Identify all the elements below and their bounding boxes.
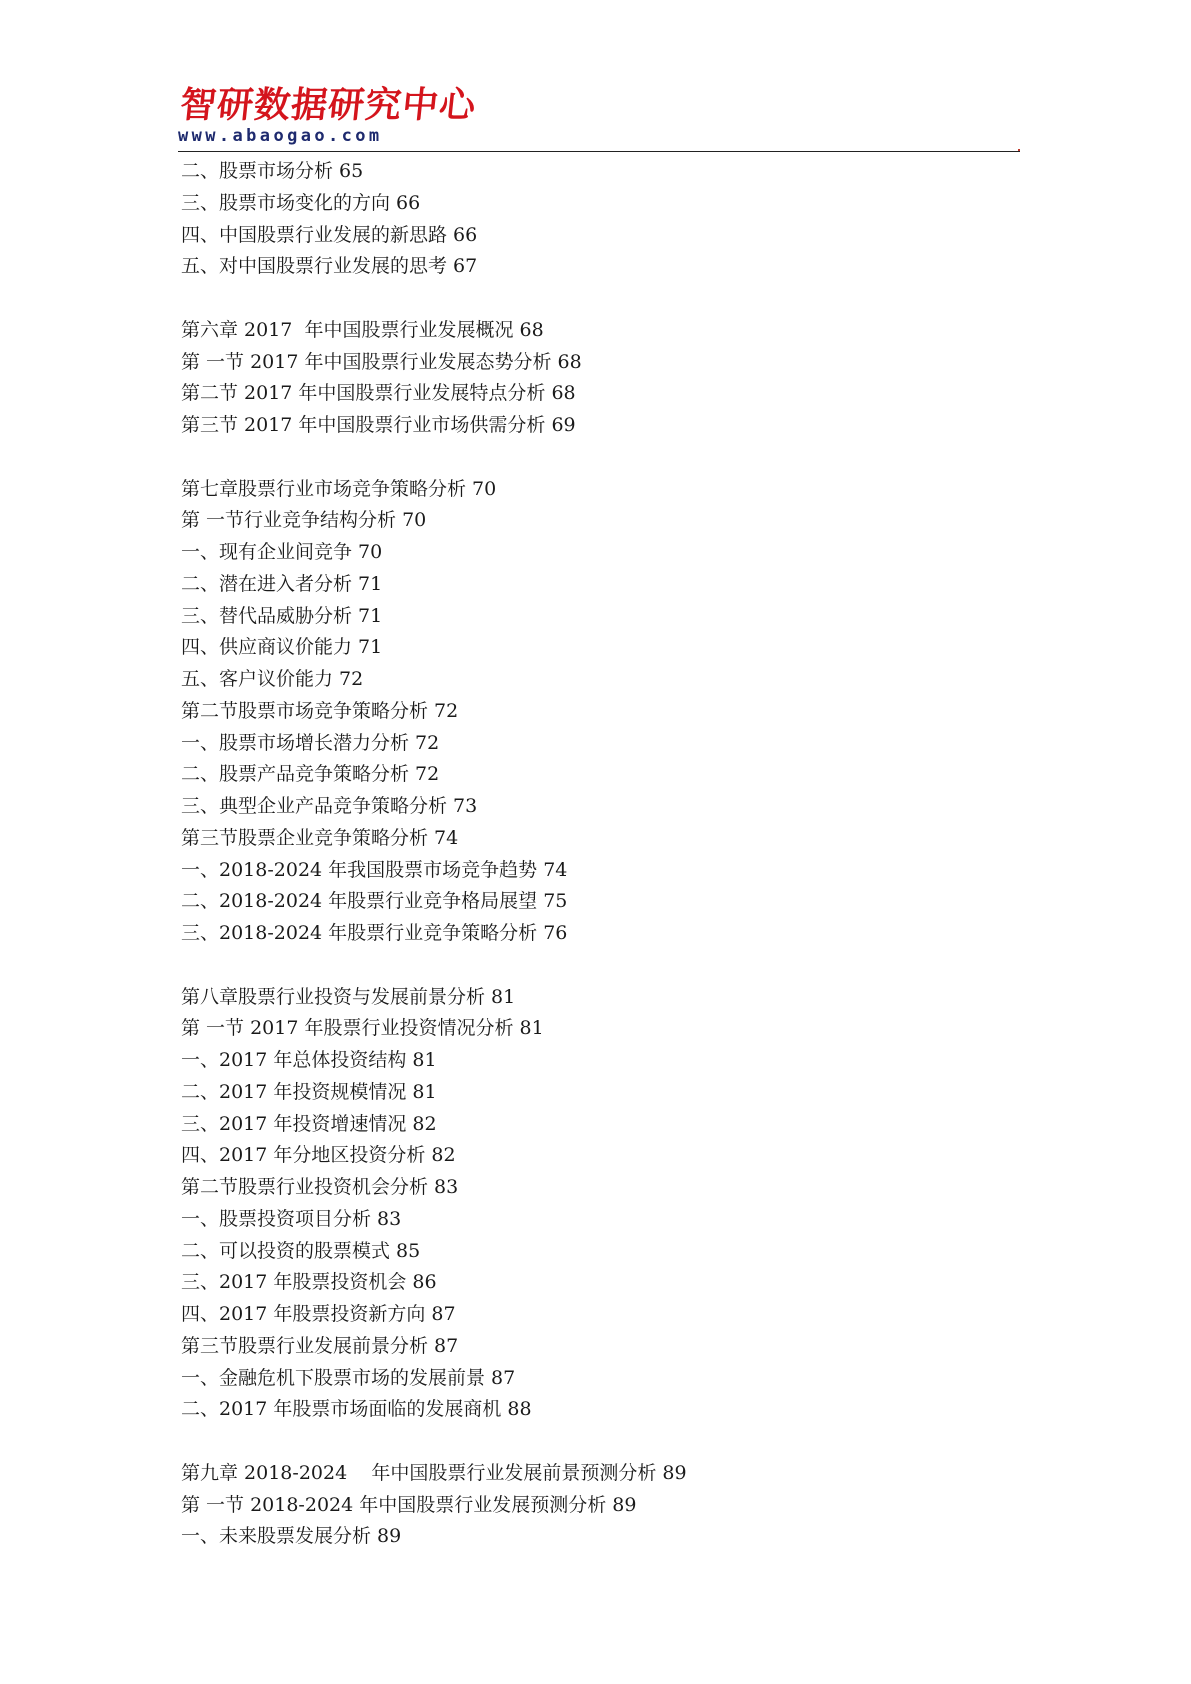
toc-entry: 四、2017 年分地区投资分析 82 xyxy=(181,1144,456,1167)
toc-entry: 二、股票市场分析 65 xyxy=(181,160,364,182)
toc-entry: 三、2017 年投资增速情况 82 xyxy=(181,1112,437,1135)
toc-entry: 二、2017 年股票市场面临的发展商机 88 xyxy=(181,1398,532,1421)
toc-entry: 五、客户议价能力 72 xyxy=(181,668,364,690)
toc-entry: 一、未来股票发展分析 89 xyxy=(181,1525,402,1548)
toc-entry: 二、可以投资的股票模式 85 xyxy=(181,1239,421,1262)
toc-entry: 二、2018-2024 年股票行业竞争格局展望 75 xyxy=(181,890,568,913)
toc-entry: 一、金融危机下股票市场的发展前景 87 xyxy=(181,1366,516,1389)
toc-entry: 一、2018-2024 年我国股票市场竞争趋势 74 xyxy=(181,858,568,881)
toc-entry: 二、股票产品竞争策略分析 72 xyxy=(181,763,440,786)
toc-spacer xyxy=(181,442,1001,474)
toc-entry: 第九章 2018-2024 年中国股票行业发展前景预测分析 89 xyxy=(181,1461,687,1484)
toc-entry: 第 一节行业竞争结构分析 70 xyxy=(181,509,427,532)
toc-entry: 第 一节 2017 年股票行业投资情况分析 81 xyxy=(181,1017,544,1040)
toc-entry: 第七章股票行业市场竞争策略分析 70 xyxy=(181,477,497,500)
toc-entry: 二、2017 年投资规模情况 81 xyxy=(181,1080,437,1103)
toc-spacer xyxy=(181,950,1001,982)
toc-entry: 五、对中国股票行业发展的思考 67 xyxy=(181,255,478,278)
logo-title: 智研数据研究中心 xyxy=(178,85,479,126)
toc-spacer xyxy=(181,283,1001,315)
toc-entry: 三、2018-2024 年股票行业竞争策略分析 76 xyxy=(181,922,568,944)
toc-entry: 第 一节 2018-2024 年中国股票行业发展预测分析 89 xyxy=(181,1493,637,1516)
toc-entry: 一、现有企业间竞争 70 xyxy=(181,541,383,563)
toc-entry: 一、股票市场增长潜力分析 72 xyxy=(181,731,440,754)
toc-entry: 第八章股票行业投资与发展前景分析 81 xyxy=(181,985,516,1008)
toc-entry: 三、2017 年股票投资机会 86 xyxy=(181,1271,437,1294)
logo-url: www.abaogao.com xyxy=(178,126,383,146)
toc-entry: 三、股票市场变化的方向 66 xyxy=(181,191,421,214)
toc-entry: 三、典型企业产品竞争策略分析 73 xyxy=(181,795,478,817)
toc-entry: 第 一节 2017 年中国股票行业发展态势分析 68 xyxy=(181,350,582,373)
toc-entry: 第三节 2017 年中国股票行业市场供需分析 69 xyxy=(181,414,576,436)
toc-entry: 一、股票投资项目分析 83 xyxy=(181,1207,402,1230)
toc-entry: 四、2017 年股票投资新方向 87 xyxy=(181,1303,456,1325)
toc-entry: 第二节股票行业投资机会分析 83 xyxy=(181,1176,459,1198)
toc-entry: 四、中国股票行业发展的新思路 66 xyxy=(181,223,478,246)
page-header xyxy=(178,86,1018,146)
toc-entry: 第三节股票行业发展前景分析 87 xyxy=(181,1334,459,1357)
toc-spacer xyxy=(181,1426,1001,1458)
toc-entry: 第六章 2017 年中国股票行业发展概况 68 xyxy=(181,318,544,341)
toc-entry: 四、供应商议价能力 71 xyxy=(181,636,383,659)
header-divider xyxy=(178,151,1020,152)
toc-entry: 第二节股票市场竞争策略分析 72 xyxy=(181,699,459,722)
toc-entry: 三、替代品威胁分析 71 xyxy=(181,604,383,627)
header-divider-mark xyxy=(1018,149,1020,151)
toc-entry: 二、潜在进入者分析 71 xyxy=(181,572,383,595)
toc-entry: 第二节 2017 年中国股票行业发展特点分析 68 xyxy=(181,382,576,405)
toc-entry: 第三节股票企业竞争策略分析 74 xyxy=(181,826,459,849)
toc-entry: 一、2017 年总体投资结构 81 xyxy=(181,1049,437,1071)
table-of-contents xyxy=(181,156,1001,1553)
